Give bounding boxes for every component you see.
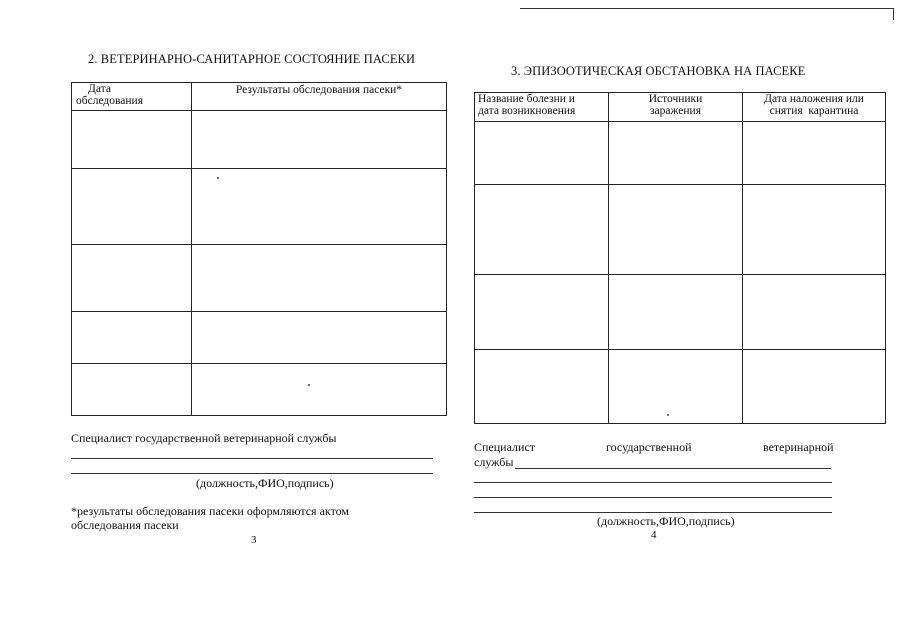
left-signature-caption: (должность,ФИО,подпись) [196,476,334,490]
results-cell[interactable] [192,312,447,364]
header-sources [609,93,743,122]
table-row[interactable] [475,185,886,275]
table-row[interactable] [72,312,447,364]
right-section-title: 3. ЭПИЗООТИЧЕСКАЯ ОБСТАНОВКА НА ПАСЕКЕ [511,64,806,78]
right-specialist-word-3: ветеринарной [763,440,834,454]
quarantine-cell[interactable] [743,275,886,350]
date-cell[interactable] [72,111,192,169]
quarantine-cell[interactable] [743,185,886,275]
left-page-number: 3 [251,534,257,546]
scan-speck [667,414,669,416]
header-date-line1: Дата [88,83,111,95]
scan-edge-line [520,8,894,9]
table-row[interactable] [475,350,886,424]
table-header-row [72,83,447,111]
right-specialist-continuation: службы [474,455,514,469]
disease-cell[interactable] [475,185,609,275]
disease-cell[interactable] [475,122,609,185]
epizootic-table [474,92,886,424]
right-signature-line-4[interactable] [474,512,832,513]
scan-speck [308,384,310,386]
source-cell[interactable] [609,122,743,185]
right-page-number: 4 [651,529,657,541]
left-section-title: 2. ВЕТЕРИНАРНО-САНИТАРНОЕ СОСТОЯНИЕ ПАСЕКИ [88,52,416,66]
left-specialist-label: Специалист государственной ветеринарной службы [71,431,337,445]
table-row[interactable] [72,111,447,169]
results-cell[interactable] [192,111,447,169]
disease-cell[interactable] [475,350,609,424]
header-disease [475,93,609,122]
results-cell[interactable] [192,245,447,312]
scan-edge-tick [893,8,894,20]
quarantine-cell[interactable] [743,122,886,185]
date-cell[interactable] [72,245,192,312]
header-date [72,83,192,111]
right-signature-line-1[interactable] [515,468,831,469]
date-cell[interactable] [72,364,192,416]
table-row[interactable] [72,364,447,416]
source-cell[interactable] [609,185,743,275]
vet-sanitary-table [71,82,447,416]
left-signature-line-1[interactable] [71,458,433,459]
disease-cell[interactable] [475,275,609,350]
date-cell[interactable] [72,312,192,364]
header-date-line2: обследования [76,95,143,107]
header-sources-line1: Источники [648,93,703,105]
results-cell[interactable] [192,169,447,245]
left-footnote-line-1: *результаты обследования пасеки оформляются актом [71,504,350,518]
source-cell[interactable] [609,275,743,350]
header-quarantine [743,93,886,122]
right-specialist-word-2: государственной [606,440,692,454]
table-header-row [475,93,886,122]
left-signature-line-2[interactable] [71,473,433,474]
header-quarantine-line1: Дата наложения или [764,93,864,105]
quarantine-cell[interactable] [743,350,886,424]
header-quarantine-line2: снятия карантина [769,105,859,117]
header-disease-line2: дата возникновения [478,105,576,117]
right-signature-line-3[interactable] [474,497,832,498]
source-cell[interactable] [609,350,743,424]
scan-speck [217,177,219,179]
header-results-line1: Результаты обследования пасеки* [235,84,403,96]
left-footnote-line-2: обследования пасеки [71,518,179,532]
header-results [192,83,447,111]
header-sources-line2: заражения [650,105,701,117]
right-signature-caption: (должность,ФИО,подпись) [597,514,735,528]
table-row[interactable] [475,122,886,185]
table-row[interactable] [72,245,447,312]
right-signature-line-2[interactable] [474,482,832,483]
right-specialist-word-1: Специалист [474,440,536,454]
date-cell[interactable] [72,169,192,245]
header-disease-line1: Название болезни и [478,93,575,105]
table-row[interactable] [72,169,447,245]
table-row[interactable] [475,275,886,350]
results-cell[interactable] [192,364,447,416]
